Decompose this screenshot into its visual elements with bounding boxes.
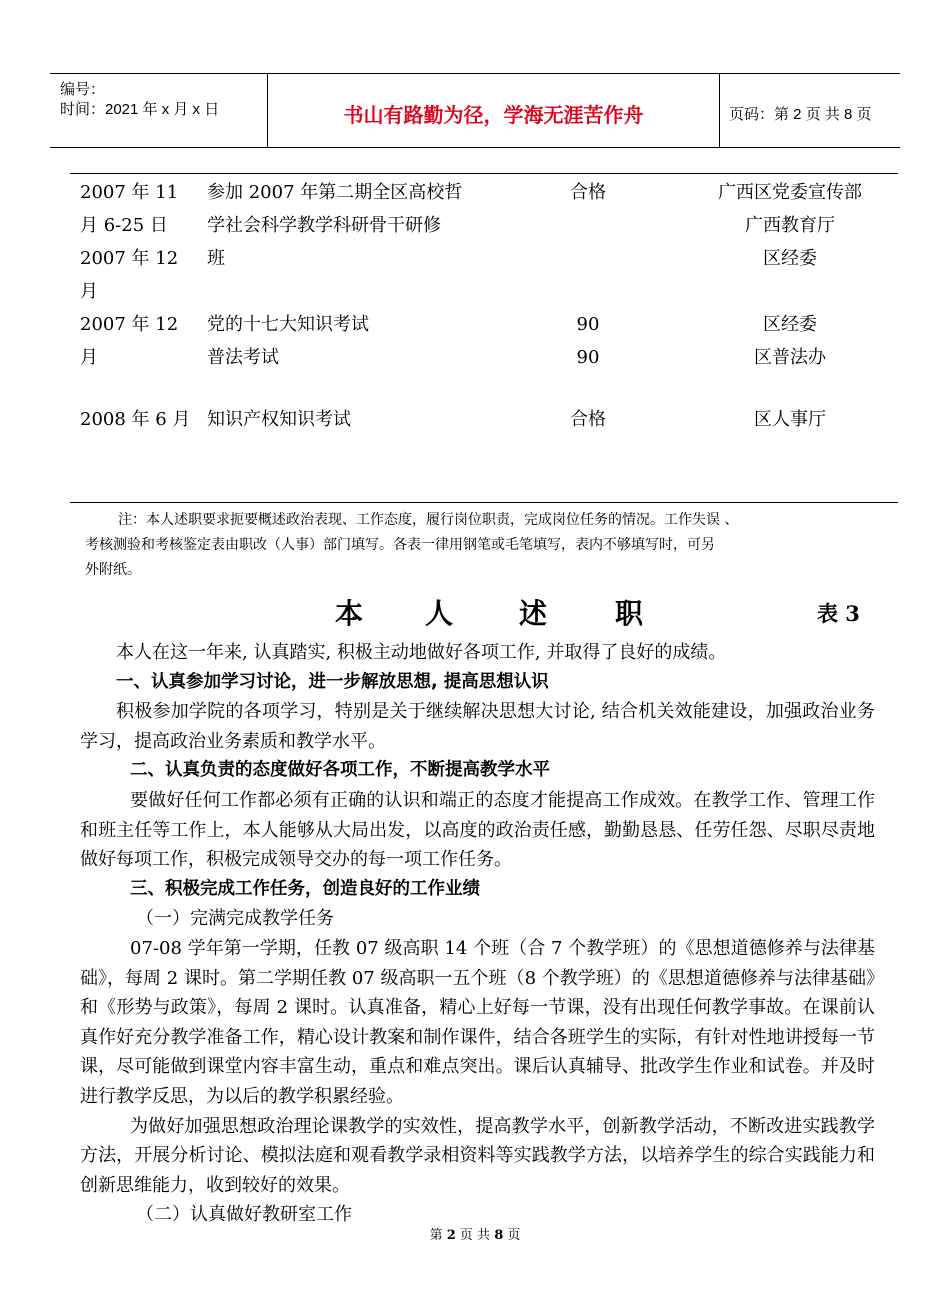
table-cell-org: 区人事厅 xyxy=(754,409,826,430)
result-value: 90 xyxy=(576,347,600,368)
org-line: 区经委 xyxy=(763,248,817,269)
header-meta-cell xyxy=(50,74,267,147)
org-line: 区普法办 xyxy=(754,347,826,368)
table-number: 表 3 xyxy=(817,601,860,626)
subheading-1: （一）完满完成教学任务 xyxy=(136,908,334,930)
date-line: 2007 年 11 xyxy=(80,182,179,203)
header-page-cell xyxy=(719,74,900,147)
table-cell-date xyxy=(80,176,200,374)
footer-total-pages: 8 xyxy=(494,1228,504,1243)
table-cell-org xyxy=(700,176,880,374)
title-char: 述 xyxy=(519,597,548,630)
intro-paragraph: 本人在这一年来, 认真踏实, 积极主动地做好各项工作, 并取得了良好的成绩。 xyxy=(116,642,727,663)
paragraph-1: 积极参加学院的各项学习，特别是关于继续解决思想大讨论, 结合机关效能建设，加强政治业务学习，提高政治业务素质和教学水平。 xyxy=(80,701,875,752)
note-line: 考核测验和考核鉴定表由职改（人事）部门填写。各表一律用钢笔或毛笔填写，表内不够填写时，可另 xyxy=(85,537,715,553)
subheading-2: （二）认真做好教研室工作 xyxy=(136,1204,352,1226)
heading-2: 二、认真负责的态度做好各项工作，不断提高教学水平 xyxy=(130,760,550,781)
title-char: 本 xyxy=(335,597,364,630)
result-value: 90 xyxy=(576,314,600,335)
footer-text: 页 xyxy=(507,1228,521,1243)
heading-3: 三、积极完成工作任务，创造良好的工作业绩 xyxy=(130,878,480,899)
date-line: 2007 年 12 xyxy=(80,314,179,335)
date-line: 月 xyxy=(80,281,98,302)
org-line: 广西教育厅 xyxy=(745,215,835,236)
doc-time-label: 时间：2021 年 x 月 x 日 xyxy=(60,101,220,118)
header-motto: 书山有路勤为径，学海无涯苦作舟 xyxy=(343,103,644,127)
item-line: 参加 2007 年第二期全区高校哲 xyxy=(207,182,463,203)
result-value: 合格 xyxy=(570,182,606,203)
note-line: 外附纸。 xyxy=(85,562,141,578)
header-page-info: 页码：第 2 页 共 8 页 xyxy=(729,106,872,123)
table-cell-result xyxy=(538,176,638,374)
date-line: 2007 年 12 xyxy=(80,248,179,269)
title-char: 人 xyxy=(425,597,454,630)
paragraph-4: 为做好加强思想政治理论课教学的实效性，提高教学水平，创新教学活动，不断改进实践教学方法，开展分析讨论、模拟法庭和观看教学录相资料等实践教学方法，以培养学生的综合实践能力和创新思维能力，收到较好的效果。 xyxy=(80,1115,875,1196)
note-line: 注：本人述职要求扼要概述政治表现、工作态度，履行岗位职责，完成岗位任务的情况。工作失误 、 xyxy=(118,512,739,528)
date-line: 月 6-25 日 xyxy=(80,215,168,236)
heading-1: 一、认真参加学习讨论，进一步解放思想, 提高思想认识 xyxy=(116,671,549,692)
training-table xyxy=(70,173,898,503)
org-line: 广西区党委宣传部 xyxy=(718,182,862,203)
header-motto-cell xyxy=(267,74,720,147)
footer-text: 第 xyxy=(429,1228,443,1243)
title-char: 职 xyxy=(615,597,644,630)
table-cell-result: 合格 xyxy=(570,409,606,430)
page-footer xyxy=(0,1224,950,1243)
report-body xyxy=(80,638,875,1230)
table-note xyxy=(85,508,885,583)
item-line: 班 xyxy=(207,248,225,269)
org-line: 区经委 xyxy=(763,314,817,335)
table-cell-item xyxy=(207,176,507,374)
section-title xyxy=(0,592,950,632)
footer-text: 页 共 xyxy=(459,1228,491,1243)
paragraph-2: 要做好任何工作都必须有正确的认识和端正的态度才能提高工作成效。在教学工作、管理工作和班主任等工作上，本人能够从大局出发，以高度的政治责任感，勤勤恳恳、任劳任怨、尽职尽责地做好每项工作，积极完成领导交办的每一项工作任务。 xyxy=(80,789,875,871)
item-line: 普法考试 xyxy=(207,347,279,368)
item-line: 党的十七大知识考试 xyxy=(207,314,369,335)
footer-page-number: 2 xyxy=(446,1228,456,1243)
item-line: 学社会科学教学科研骨干研修 xyxy=(207,215,441,236)
date-line: 月 xyxy=(80,347,98,368)
table-cell-item: 知识产权知识考试 xyxy=(207,409,351,430)
paragraph-3: 07-08 学年第一学期，任教 07 级高职 14 个班（合 7 个教学班）的《思想道德修养与法律基础》，每周 2 课时。第二学期任教 07 级高职一五个班（8 个教学班）的《思想道德修养与法律基础》和《形势与政策》，每周 2 课时。认真准备，精心上好每一节课，没有出现任何教学事故。在课前认真作好充分教学准备工作，精心设计教案和制作课件，结合各班学生的实际，有针对性地讲授每一节课，尽可能做到课堂内容丰富生动，重点和难点突出。课后认真辅导、批改学生作业和试卷。并及时进行教学反思，为以后的教学积累经验。 xyxy=(80,937,875,1107)
doc-number-label: 编号： xyxy=(60,81,106,98)
page-header xyxy=(50,73,900,148)
table-cell-date: 2008 年 6 月 xyxy=(80,409,191,430)
